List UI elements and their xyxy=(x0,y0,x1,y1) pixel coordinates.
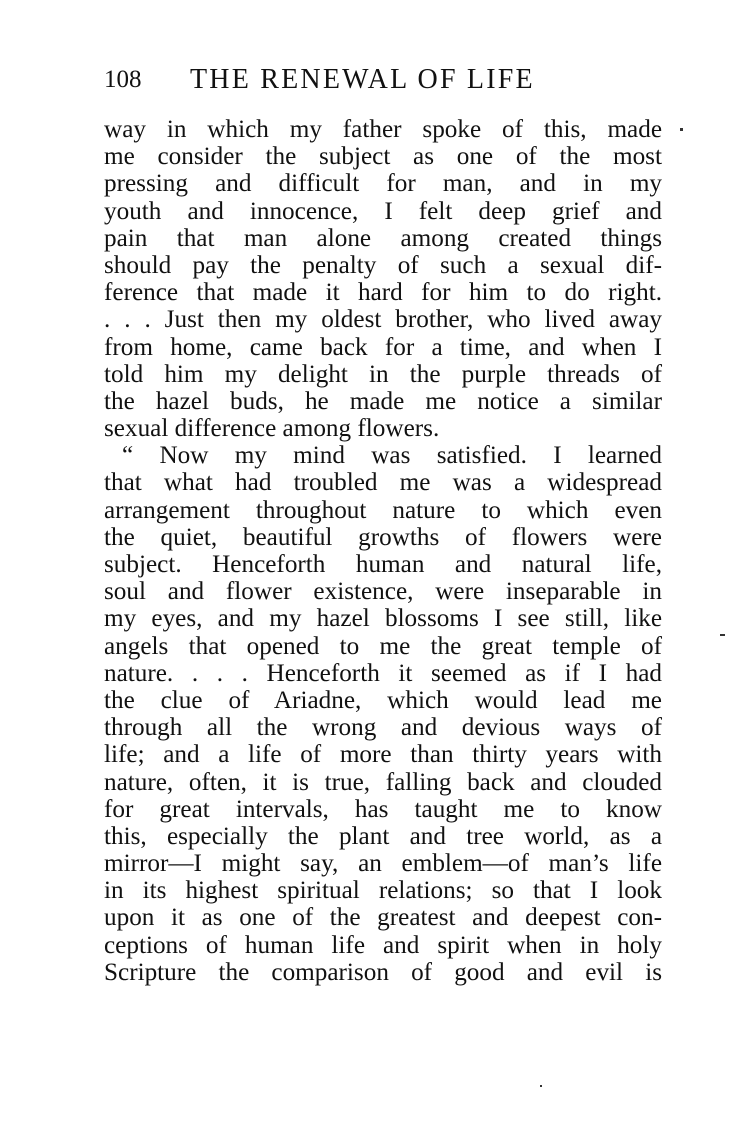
text-line: youth and innocence, I felt deep grief and xyxy=(104,197,662,225)
scan-speck xyxy=(680,128,683,131)
text-line: way in which my father spoke of this, made xyxy=(104,116,662,143)
text-line: pain that man alone among created things xyxy=(104,224,662,252)
text-line: angels that opened to me the great temple of xyxy=(104,632,662,660)
text-line: “ Now my mind was satisfied. I learned xyxy=(122,442,662,470)
text-line: Scripture the comparison of good and evil is xyxy=(104,958,662,986)
text-line: ceptions of human life and spirit when in holy xyxy=(104,931,662,959)
text-line: should pay the penalty of such a sexual dif- xyxy=(104,251,662,279)
text-line: nature. . . . Henceforth it seemed as if I had xyxy=(104,659,662,687)
text-line: nature, often, it is true, falling back and clouded xyxy=(104,768,662,796)
text-line: from home, came back for a time, and when I xyxy=(104,333,662,361)
scan-speck xyxy=(720,634,725,636)
page-number: 108 xyxy=(104,66,142,93)
text-line: told him my delight in the purple threads of xyxy=(104,360,662,388)
text-line: ference that made it hard for him to do right. xyxy=(104,279,662,307)
text-line: soul and flower existence, were inseparable in xyxy=(104,578,662,606)
text-line: the clue of Ariadne, which would lead me xyxy=(104,686,662,714)
text-line: the hazel buds, he made me notice a similar xyxy=(104,387,662,415)
text-line: upon it as one of the greatest and deepest con- xyxy=(104,904,662,932)
text-line: in its highest spiritual relations; so that I look xyxy=(104,877,662,905)
text-line: the quiet, beautiful growths of flowers were xyxy=(104,523,662,551)
text-line: for great intervals, has taught me to know xyxy=(104,795,662,823)
text-line: subject. Henceforth human and natural life, xyxy=(104,551,662,578)
text-line: pressing and difficult for man, and in my xyxy=(104,170,662,198)
text-line: this, especially the plant and tree world, as a xyxy=(104,822,662,850)
running-header xyxy=(104,64,664,98)
text-line: that what had troubled me was a widespread xyxy=(104,469,662,497)
text-line: through all the wrong and devious ways of xyxy=(104,714,662,742)
text-line: my eyes, and my hazel blossoms I see still, like xyxy=(104,605,662,633)
scan-speck xyxy=(540,1085,542,1087)
text-line: sexual difference among flowers. xyxy=(104,415,440,443)
text-line: me consider the subject as one of the most xyxy=(104,143,662,171)
body-text xyxy=(104,116,662,986)
text-line: arrangement throughout nature to which even xyxy=(104,496,662,524)
text-line: . . . Just then my oldest brother, who lived away xyxy=(104,306,662,334)
text-line: life; and a life of more than thirty years with xyxy=(104,741,662,769)
running-title: THE RENEWAL OF LIFE xyxy=(190,64,535,95)
text-line: mirror—I might say, an emblem—of man’s life xyxy=(104,850,662,878)
